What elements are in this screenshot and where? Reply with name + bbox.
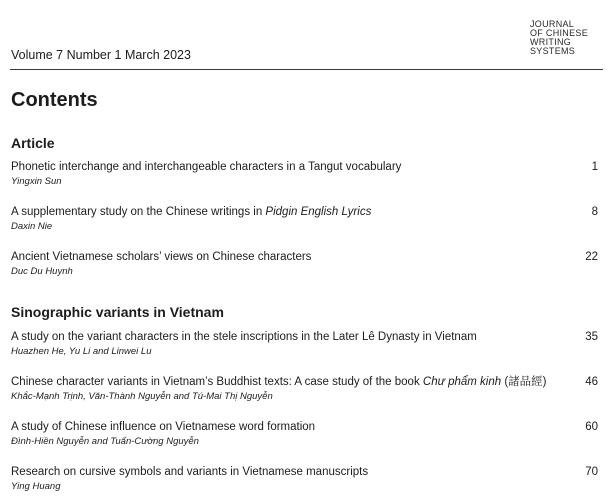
entry-page-number: 22 xyxy=(585,251,598,263)
entry-page-number: 35 xyxy=(585,331,598,343)
entry-authors: Khắc-Mạnh Trịnh, Văn-Thành Nguyễn and Tú-Mai Thị Nguyễn xyxy=(11,391,273,402)
logo-line: SYSTEMS xyxy=(530,46,576,56)
logo-line: WRITING xyxy=(530,37,572,47)
section-heading-sinographic-variants: Sinographic variants in Vietnam xyxy=(11,304,224,320)
entry-authors: Duc Du Huynh xyxy=(11,266,73,277)
issue-line: Volume 7 Number 1 March 2023 xyxy=(11,48,191,62)
entry-title: Chinese character variants in Vietnam’s Buddhist texts: A case study of the book Chư phẩm kinh (諸品經) xyxy=(11,376,547,388)
entry-page-number: 46 xyxy=(585,376,598,388)
entry-title: A supplementary study on the Chinese writings in Pidgin English Lyrics xyxy=(11,206,372,218)
toc-entry[interactable] xyxy=(11,375,601,404)
toc-entry[interactable] xyxy=(11,205,601,234)
logo-line: OF CHINESE xyxy=(530,28,589,38)
entry-page-number: 60 xyxy=(585,421,598,433)
logo-line: JOURNAL xyxy=(530,19,575,29)
entry-authors: Yingxin Sun xyxy=(11,176,62,187)
entry-authors: Ying Huang xyxy=(11,481,61,492)
section-heading-article: Article xyxy=(11,135,55,151)
entry-title: A study of Chinese influence on Vietnamese word formation xyxy=(11,421,316,433)
entry-title: Phonetic interchange and interchangeable characters in a Tangut vocabulary xyxy=(11,161,402,173)
entry-authors: Daxin Nie xyxy=(11,221,53,232)
entry-title: A study on the variant characters in the stele inscriptions in the Later Lê Dynasty in Vietnam xyxy=(11,331,477,343)
header-divider xyxy=(10,69,603,70)
toc-entry[interactable] xyxy=(11,330,601,359)
entry-title: Research on cursive symbols and variants in Vietnamese manuscripts xyxy=(11,466,369,478)
toc-entry[interactable] xyxy=(11,160,601,189)
toc-entry[interactable] xyxy=(11,250,601,279)
contents-heading: Contents xyxy=(11,89,98,111)
entry-page-number: 1 xyxy=(591,161,598,173)
entry-authors: Huazhen He, Yu Li and Linwei Lu xyxy=(11,346,152,357)
entry-title: Ancient Vietnamese scholars’ views on Chinese characters xyxy=(11,251,312,263)
entry-page-number: 8 xyxy=(591,206,598,218)
entry-authors: Đình-Hiền Nguyễn and Tuấn-Cường Nguyễn xyxy=(11,436,199,447)
entry-page-number: 70 xyxy=(585,466,598,478)
journal-logo xyxy=(530,20,588,56)
toc-entry[interactable] xyxy=(11,420,601,449)
toc-entry[interactable] xyxy=(11,465,601,494)
